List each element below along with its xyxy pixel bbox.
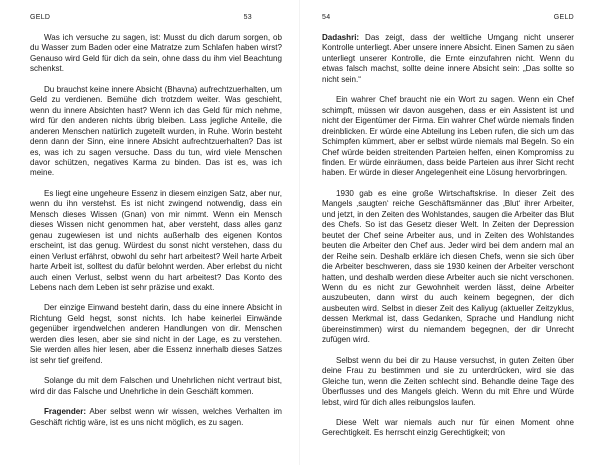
page-number: 53 — [243, 14, 252, 21]
paragraph-text: Das zeigt, dass der weltliche Umgang nicht unserer Kontrolle unterliegt. Aber unsere innere Absicht. Einen Samen zu säen unterliegt unserer Kontrolle, die Ernte einzufahren nicht. Wenn du etwas falsch machst, sollte deine innere Absicht sein: „Das sollte so nicht sein.“ — [322, 33, 574, 84]
running-head: GELD — [553, 14, 574, 21]
page-header — [30, 14, 282, 21]
paragraph: 1930 gab es eine große Wirtschaftskrise. In dieser Zeit des Mangels ‚saugten‘ reiche Geschäftsmänner das ‚Blut‘ ihrer Arbeiter, und jetzt, in den Zeiten des Wohlstandes, saugen die Arbeiter das Blut des Chefs. So ist das Gesetz dieser Welt. In Zeiten der Depression beutet der Chef seine Arbeiter aus, und in Zeiten des Wohlstandes beuten die Arbeiter den Chef aus. Jeder wird bei dem andern mal an der Reihe sein. Deshalb erkläre ich diesen Chefs, wenn sie sich über die Arbeiter beschweren, dass sie 1930 keinen der Arbeiter verschont hatten, und deshalb werden diese Arbeiter auch sie nicht verschonen. Wenn du es nicht zur Gewohnheit werden lässt, deine Arbeiter auszubeuten, dann wirst du auch keinem begegnen, der dich ausbeuten wird. Selbst in dieser Zeit des Kaliyug (aktueller Zeitzyklus, dessen Merkmal ist, dass Gedanken, Sprache und Handlung nicht übereinstimmen) wirst du niemandem begegnen, der dir Unrecht zufügen wird. — [322, 188, 574, 345]
speaker-label: Dadashri: — [322, 33, 360, 42]
paragraph: Selbst wenn du bei dir zu Hause versuchst, in guten Zeiten über deine Frau zu bestimmen und sie zu unterdrücken, wird sie das Gleiche tun, wenn die Zeiten schlecht sind. Behandle deine Tage des Überflusses und des Mangels gleich. Wenn du mit Ehre und Würde lebst, wird für dich alles reibungslos laufen. — [322, 355, 574, 407]
paragraph — [322, 33, 574, 85]
paragraph: Ein wahrer Chef braucht nie ein Wort zu sagen. Wenn ein Chef schimpft, müssen wir davon ausgehen, dass er ein Assistent ist und nicht der Eigentümer der Firma. Ein wahrer Chef würde niemals finden dreinblicken. Er würde eine Abteilung ins Leben rufen, die sich um das Schimpfen kümmert, aber er selbst würde niemals mal Begeln. So ein Chef würde beiden streitenden Parteien helfen, einen Kompromiss zu finden. Er würde einräumen, dass beide Parteien aus ihrer Sicht recht haben. Er würde in dieser Angelegenheit eine Lösung hervorbringen. — [322, 95, 574, 178]
paragraph: Es liegt eine ungeheure Essenz in diesem einzigen Satz, aber nur, wenn du ihn verstehst. Es ist nicht zwingend notwendig, dass ein Mensch dieses Wissen (Gnan) von mir nimmt. Wenn ein Mensch dieses Wissen nicht genommen hat, aber versteht, dass alles ganz genau zugewiesen ist und nichts außerhalb des eigenen Kontos erscheint, ist das genug. Würdest du sonst nicht verstehen, dass du einen Verlust erfährst, obwohl du sehr hart arbeitest? Weil harte Arbeit harte Arbeit ist, solltest du dafür belohnt werden. Aber erlebst du nicht auch einen Verlust, selbst wenn du hart arbeitest? Das Konto des Lebens nach dem Leben ist sehr präzise und exakt. — [30, 188, 282, 292]
running-head: GELD — [30, 14, 51, 21]
page-header — [322, 14, 574, 21]
paragraph: Was ich versuche zu sagen, ist: Musst du dich darum sorgen, ob du Wasser zum Baden oder eine Matratze zum Schlafen haben wirst? Genauso wird Geld für dich da sein, ohne dass du ihm viel Beachtung schenkst. — [30, 33, 282, 74]
page-number: 54 — [322, 14, 331, 21]
right-page — [300, 0, 600, 465]
speaker-label: Fragender: — [44, 407, 87, 417]
paragraph: Der einzige Einwand besteht darin, dass du eine innere Absicht in Richtung Geld hegst, sonst nichts. Ich habe keinerlei Einwände gegenüber irgendwelchen anderen Handlungen von dir. Menschen werden dies lesen, aber sie sind nicht in der Lage, es zu verstehen. Sie werden alles hier lesen, aber die Essenz innerhalb dieses Satzes ist sehr tief greifend. — [30, 303, 282, 365]
paragraph: Solange du mit dem Falschen und Unehrlichen nicht vertraut bist, wird dir das Falsche und Unehrliche in dein Geschäft kommen. — [30, 376, 282, 396]
paragraph: Diese Welt war niemals auch nur für einen Moment ohne Gerechtigkeit. Es herrscht einzig Gerechtigkeit; von — [322, 417, 574, 438]
paragraph-text: Aber selbst wenn wir wissen, welches Verhalten im Geschäft richtig wäre, ist es uns nicht möglich, es zu sagen. — [30, 407, 282, 427]
paragraph — [30, 407, 282, 428]
paragraph: Du brauchst keine innere Absicht (Bhavna) aufrechtzuerhalten, um Geld zu verdienen. Bemühe dich trotzdem weiter. Was geschieht, wenn du innere Absichten hast? Wenn ich das Geld für mich nehme, wird für den anderen nichts übrig bleiben. Lass jegliche Anteile, die anderen Menschen natürlich zugeteilt wurden, in Ruhe. Worin besteht denn dann der Sinn, eine innere Absicht aufrechtzuerhalten? Das ist es, was ich zu sagen versuche. Dass du tun, wird viele Menschen davor schützen, negatives Karma zu binden. Das ist es, was ich meine. — [30, 84, 282, 178]
